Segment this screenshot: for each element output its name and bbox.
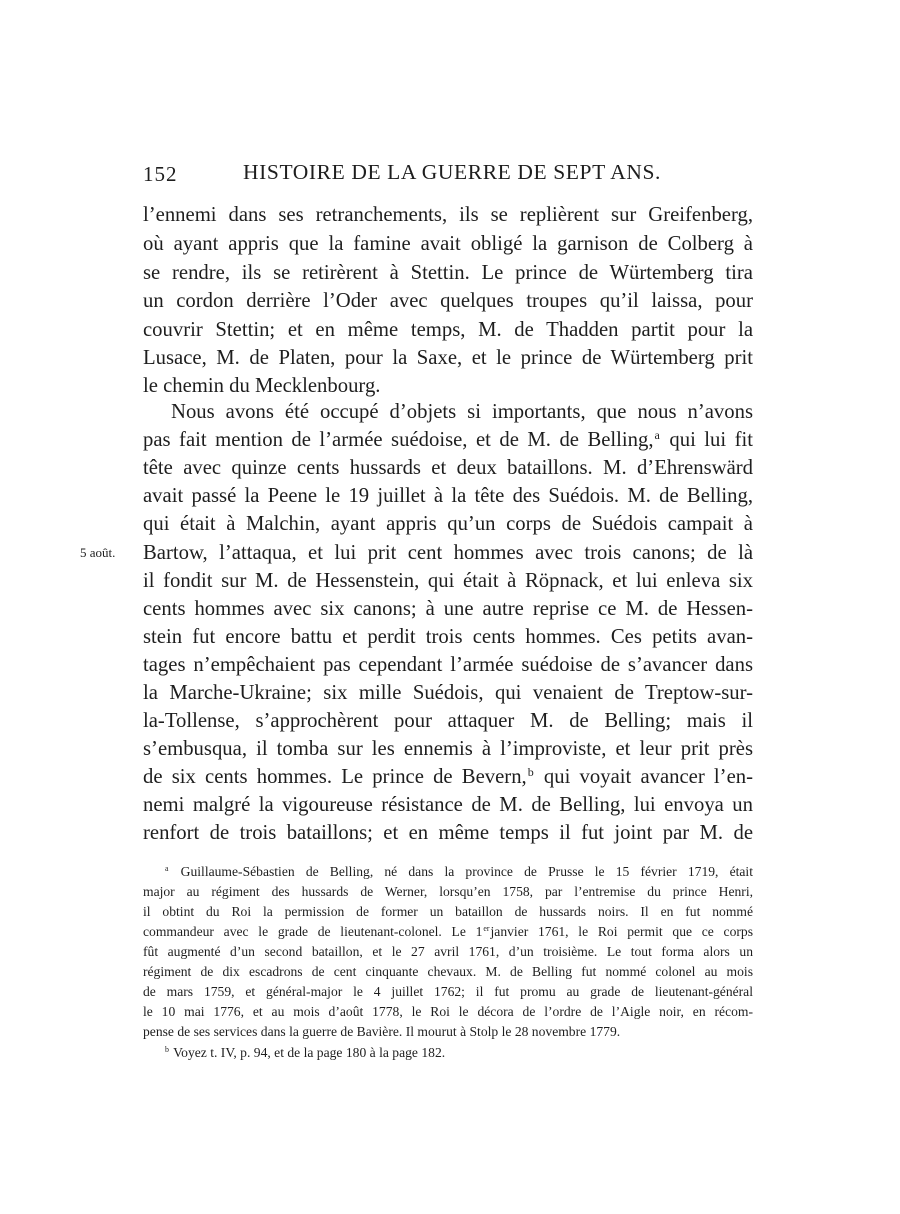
text-line: il fondit sur M. de Hessenstein, qui était à Röpnack, et lui enleva six xyxy=(143,570,753,592)
text-line: un cordon derrière l’Oder avec quelques troupes qu’il laissa, pour xyxy=(143,290,753,312)
footnote-line: le 10 mai 1776, et au mois d’août 1778, le Roi le décora de l’ordre de l’Aigle noir, en récom- xyxy=(143,1004,753,1019)
text-line: couvrir Stettin; et en même temps, M. de Thadden partit pour la xyxy=(143,319,753,341)
footnote-line: régiment de dix escadrons de cent cinquante chevaux. M. de Belling fut nommé colonel au mois xyxy=(143,964,753,979)
footnote-line xyxy=(164,1043,753,1064)
footnote-marker-a: a xyxy=(165,864,169,874)
footnote-text: Voyez t. IV, p. 94, et de la page 180 à la page 182. xyxy=(173,1045,446,1060)
text-line: tages n’empêchaient pas cependant l’armée suédoise de s’avancer dans xyxy=(143,654,753,676)
text-line: renfort de trois bataillons; et en même temps il fut joint par M. de xyxy=(143,822,753,844)
text-line: avait passé la Peene le 19 juillet à la tête des Suédois. M. de Belling, xyxy=(143,485,753,507)
line-text: pas fait mention de l’armée suédoise, et de M. de Belling, xyxy=(143,429,654,451)
footnote-reference-a[interactable]: a xyxy=(654,427,660,442)
text-line: tête avec quinze cents hussards et deux bataillons. M. d’Ehrenswärd xyxy=(143,457,753,479)
page-number: 152 xyxy=(143,162,178,186)
text-line: l’ennemi dans ses retranchements, ils se replièrent sur Greifenberg, xyxy=(143,204,753,226)
running-title: HISTOIRE DE LA GUERRE DE SEPT ANS. xyxy=(243,160,661,184)
footnote-reference-b[interactable]: b xyxy=(527,764,534,779)
line-text: qui lui fit xyxy=(669,429,754,451)
text-line: stein fut encore battu et perdit trois cents hommes. Ces petits avan- xyxy=(143,626,753,648)
footnote-line xyxy=(164,862,753,883)
text-line: se rendre, ils se retirèrent à Stettin. Le prince de Würtemberg tira xyxy=(143,262,753,284)
footnote-line: pense de ses services dans la guerre de Bavière. Il mourut à Stolp le 28 novembre 1779. xyxy=(143,1024,621,1039)
text-line: Nous avons été occupé d’objets si importants, que nous n’avons xyxy=(171,401,753,423)
margin-date-note: 5 août. xyxy=(80,545,116,560)
footnote-text: Guillaume-Sébastien de Belling, né dans la province de Prusse le 15 février 1719, était xyxy=(180,864,753,879)
text-line: Lusace, M. de Platen, pour la Saxe, et le prince de Würtemberg prit xyxy=(143,347,753,369)
line-text: qui voyait avancer l’en- xyxy=(543,766,753,788)
text-line: Bartow, l’attaqua, et lui prit cent hommes avec trois canons; de là xyxy=(143,542,753,564)
footnote-marker-b: b xyxy=(165,1045,169,1055)
footnote-line: major au régiment des hussards de Werner, lorsqu’en 1758, par l’entremise du prince Henri, xyxy=(143,884,753,899)
ordinal-superscript: er xyxy=(483,924,490,934)
text-line: nemi malgré la vigoureuse résistance de M. de Belling, lui envoya un xyxy=(143,794,753,816)
footnote-line xyxy=(143,922,753,943)
running-header xyxy=(143,160,753,196)
line-text: de six cents hommes. Le prince de Bevern, xyxy=(143,766,527,788)
footnote-text: janvier 1761, le Roi permit que ce corps xyxy=(490,924,753,939)
text-line: la-Tollense, s’approchèrent pour attaquer M. de Belling; mais il xyxy=(143,710,753,732)
footnote-line: il obtint du Roi la permission de former un bataillon de hussards noirs. Il en fut nommé xyxy=(143,904,753,919)
text-line: cents hommes avec six canons; à une autre reprise ce M. de Hessen- xyxy=(143,598,753,620)
footnote-line: fût augmenté d’un second bataillon, et le 27 avril 1761, d’un troisième. Le tout forma alors un xyxy=(143,944,753,959)
text-line: s’embusqua, il tomba sur les ennemis à l’improviste, et leur prit près xyxy=(143,738,753,760)
text-line: la Marche-Ukraine; six mille Suédois, qui venaient de Treptow-sur- xyxy=(143,682,753,704)
text-line: le chemin du Mecklenbourg. xyxy=(143,375,381,397)
footnote-text: commandeur avec le grade de lieutenant-colonel. Le 1 xyxy=(143,924,483,939)
text-line: qui était à Malchin, ayant appris qu’un corps de Suédois campait à xyxy=(143,513,753,535)
text-line: où ayant appris que la famine avait obligé la garnison de Colberg à xyxy=(143,233,753,255)
footnote-line: de mars 1759, et général-major le 4 juillet 1762; il fut promu au grade de lieutenant-général xyxy=(143,984,753,999)
